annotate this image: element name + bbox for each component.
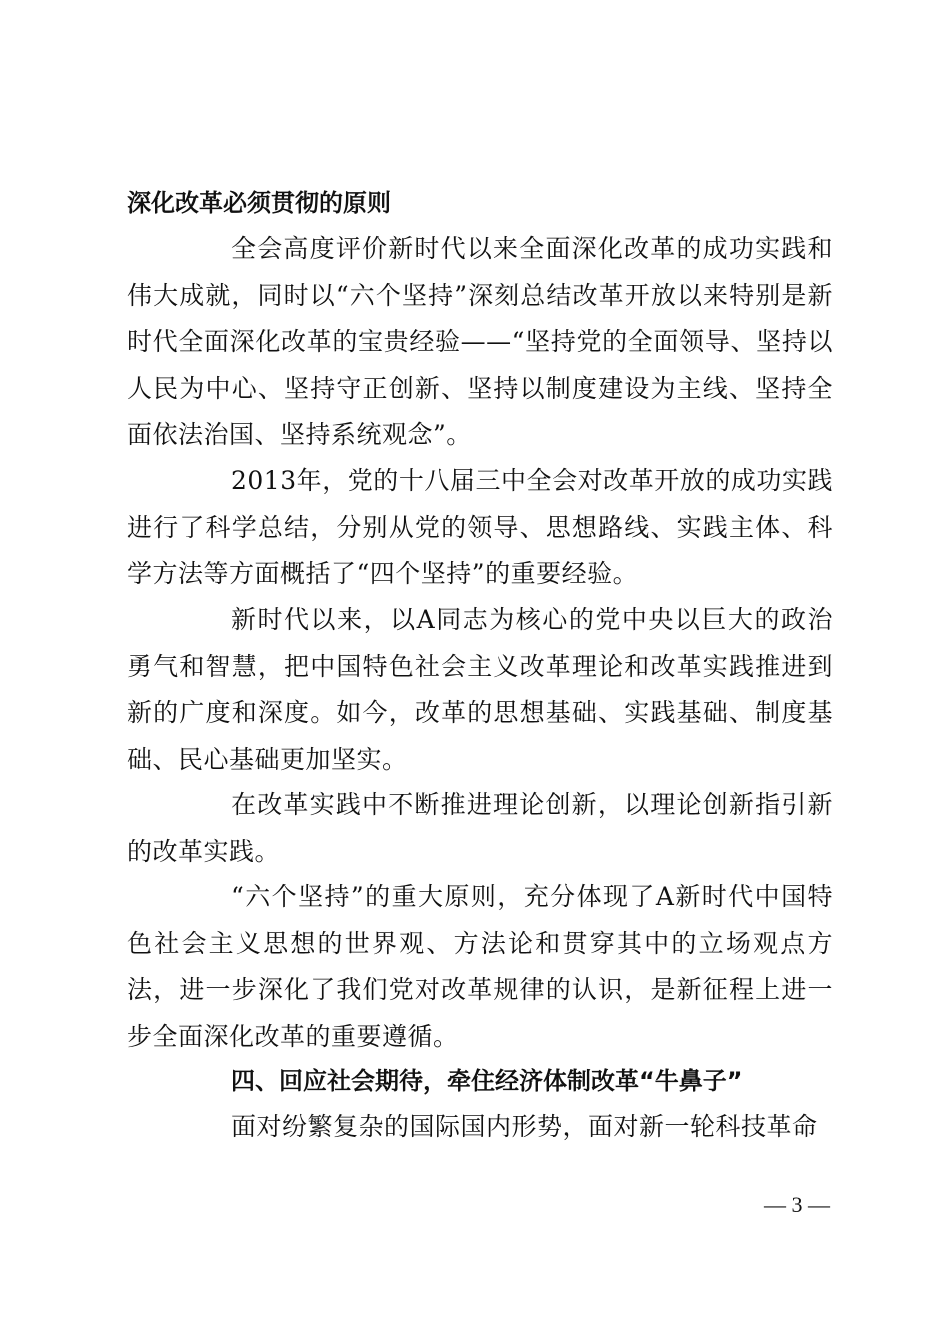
paragraph-3: 新时代以来，以A同志为核心的党中央以巨大的政治勇气和智慧，把中国特色社会主义改革理论和改革实践推进到新的广度和深度。如今，改革的思想基础、实践基础、制度基础、民心基础更加坚实。	[127, 605, 833, 774]
subheading: 四、回应社会期待，牵住经济体制改革“牛鼻子”	[231, 1067, 743, 1095]
paragraph-4: 在改革实践中不断推进理论创新，以理论创新指引新的改革实践。	[127, 790, 833, 866]
paragraph-6: 面对纷繁复杂的国际国内形势，面对新一轮科技革命	[231, 1112, 818, 1141]
paragraph-2: 2013年，党的十八届三中全会对改革开放的成功实践进行了科学总结，分别从党的领导、思想路线、实践主体、科学方法等方面概括了“四个坚持”的重要经验。	[127, 466, 833, 588]
paragraph-5: “六个坚持”的重大原则，充分体现了A新时代中国特色社会主义思想的世界观、方法论和贯穿其中的立场观点方法，进一步深化了我们党对改革规律的认识，是新征程上进一步全面深化改革的重要遵循。	[127, 882, 833, 1051]
page-number: — 3 —	[764, 1192, 830, 1217]
paragraph-1: 全会高度评价新时代以来全面深化改革的成功实践和伟大成就，同时以“六个坚持”深刻总结改革开放以来特别是新时代全面深化改革的宝贵经验——“坚持党的全面领导、坚持以人民为中心、坚持守正创新、坚持以制度建设为主线、坚持全面依法治国、坚持系统观念”。	[127, 234, 833, 449]
section-title: 深化改革必须贯彻的原则	[127, 189, 391, 217]
